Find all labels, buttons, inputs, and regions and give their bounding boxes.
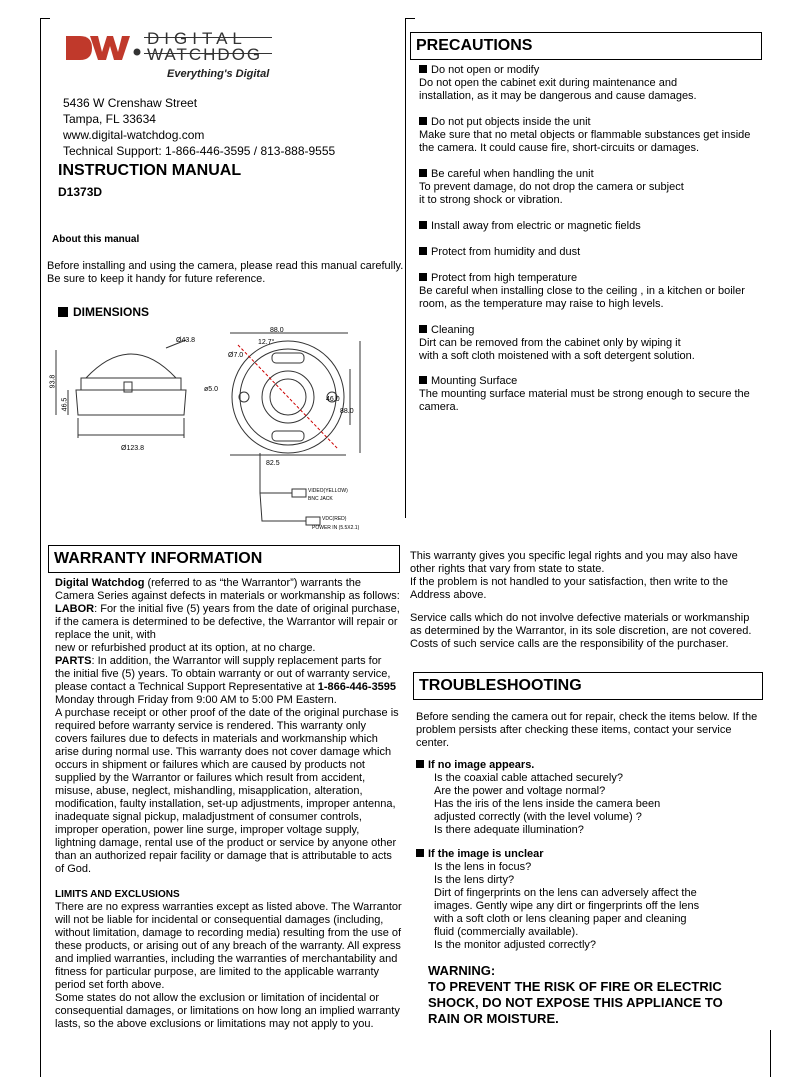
precautions-heading: PRECAUTIONS bbox=[410, 32, 762, 60]
square-bullet-icon bbox=[416, 849, 424, 857]
side-h2-label: 46.5 bbox=[61, 397, 69, 412]
trouble-line: Is there adequate illumination? bbox=[434, 824, 584, 836]
side-h1-label: 93.8 bbox=[49, 374, 57, 389]
warranty-rights-text: This warranty gives you specific legal rights and you may also have other rights that vary from state to state. If the problem is not handled to your satisfaction, then write to the Address above. bbox=[410, 550, 738, 601]
precaution-body: Make sure that no metal objects or flammable substances get inside the camera. It could cause fire, short-circuits or damages. bbox=[419, 129, 751, 154]
trouble-section-no-image bbox=[416, 759, 771, 837]
warranty-heading: WARRANTY INFORMATION bbox=[48, 545, 400, 573]
square-bullet-icon bbox=[419, 117, 427, 125]
top-center-tick bbox=[405, 18, 415, 19]
trouble-line: images. Gently wipe any dirt or fingerprints off the lens bbox=[434, 900, 700, 912]
side-base-label: Ø123.8 bbox=[121, 445, 144, 452]
top-b-label: 82.5 bbox=[266, 460, 280, 467]
about-heading: About this manual bbox=[52, 234, 140, 245]
video-label: VIDEO(YELLOW) bbox=[308, 488, 348, 494]
parts-text: : In addition, the Warrantor will supply replacement parts for the initial five (5) years. To obtain warranty or out of warranty service, please contact a Technical Support Representative at bbox=[55, 655, 391, 693]
parts-after: Monday through Friday from 9:00 AM to 5:00 PM Eastern. bbox=[55, 694, 337, 706]
bnc-label: BNC JACK bbox=[308, 496, 333, 502]
precaution-body: Dirt can be removed from the cabinet only by wiping it with a soft cloth moistened with a soft detergent solution. bbox=[419, 337, 695, 362]
address-support: Technical Support: 1-866-446-3595 / 813-888-9555 bbox=[63, 144, 336, 158]
precaution-title: Protect from high temperature bbox=[431, 272, 578, 284]
troubleshooting-intro: Before sending the camera out for repair, check the items below. If the problem persists after checking these items, contact your service center. bbox=[416, 711, 758, 749]
warning-text: TO PREVENT THE RISK OF FIRE OR ELECTRIC SHOCK, DO NOT EXPOSE THIS APPLIANCE TO RAIN OR MOISTURE. bbox=[428, 979, 723, 1026]
precaution-body: To prevent damage, do not drop the camera or subject it to strong shock or vibration. bbox=[419, 181, 684, 206]
manual-model: D1373D bbox=[58, 185, 103, 199]
manual-title: INSTRUCTION MANUAL bbox=[58, 162, 242, 179]
power-label: POWER IN (5.5X2.1) bbox=[312, 525, 360, 531]
vdc-label: VDC(RED) bbox=[322, 516, 347, 522]
trouble-line: fluid (commercially available). bbox=[434, 926, 579, 938]
precaution-body: Do not open the cabinet exit during maintenance and installation, as it may be dangerous and cause damages. bbox=[419, 77, 697, 102]
top-w-label: 88.0 bbox=[270, 327, 284, 334]
address-block bbox=[63, 95, 335, 159]
top-small-label: ø5.0 bbox=[204, 386, 219, 393]
precaution-item bbox=[419, 272, 764, 324]
precaution-body: Be careful when installing close to the ceiling , in a kitchen or boiler room, as the temperature may raise to high levels. bbox=[419, 285, 745, 310]
top-left-tick bbox=[40, 18, 50, 19]
trouble-section-title bbox=[416, 848, 771, 861]
logo-tagline: Everything's Digital bbox=[167, 68, 270, 80]
trouble-title-text: If the image is unclear bbox=[428, 848, 544, 860]
precaution-title: Mounting Surface bbox=[431, 375, 518, 387]
trouble-line: Is the monitor adjusted correctly? bbox=[434, 939, 597, 951]
labor-label: LABOR bbox=[55, 603, 95, 615]
precaution-title: Be careful when handling the unit bbox=[431, 168, 594, 180]
square-bullet-icon bbox=[419, 376, 427, 384]
precaution-item bbox=[419, 375, 764, 414]
top-r1-label: 46.0 bbox=[326, 396, 340, 403]
logo-name-line2: WATCHDOG bbox=[147, 45, 263, 64]
center-divider bbox=[405, 18, 406, 518]
trouble-line: Is the coaxial cable attached securely? bbox=[434, 772, 623, 784]
parts-label: PARTS bbox=[55, 655, 92, 667]
square-bullet-icon bbox=[419, 273, 427, 281]
square-bullet-icon bbox=[419, 221, 427, 229]
top-view-drawing bbox=[200, 325, 370, 535]
square-bullet-icon bbox=[419, 65, 427, 73]
warning-title: WARNING: bbox=[428, 963, 496, 978]
top-r2-label: 88.0 bbox=[340, 408, 354, 415]
logo bbox=[62, 30, 277, 82]
trouble-line: Are the power and voltage normal? bbox=[434, 785, 606, 797]
precaution-body: The mounting surface material must be strong enough to secure the camera. bbox=[419, 388, 750, 413]
trouble-section-title bbox=[416, 759, 771, 772]
warranty-body bbox=[55, 577, 403, 876]
parts-phone: 1-866-446-3595 bbox=[317, 681, 397, 693]
precaution-item bbox=[419, 168, 764, 220]
left-border bbox=[40, 18, 41, 1077]
side-dia-label: Ø43.8 bbox=[176, 337, 196, 344]
trouble-line: with a soft cloth or lens cleaning paper and cleaning bbox=[434, 913, 687, 925]
square-bullet-icon bbox=[419, 325, 427, 333]
about-text: Before installing and using the camera, please read this manual carefully. Be sure to keep it handy for future reference. bbox=[47, 260, 404, 285]
limits-text: There are no express warranties except as listed above. The Warrantor will not be liable for incidental or consequential damages (including, without limitation, damage to recording media) resulting from the use of these products, or arising out of any breach of the warranty. All express and implied warranties, including the warranties of merchantability and fitness for particular purpose, are limited to the applicable warranty period set forth above. Some states do not allow the exclusion or limitation of incidental or consequential damages, or limitations on how long an implied warranty lasts, so the above exclusions or limitations may not apply to you. bbox=[55, 901, 402, 1030]
precaution-title: Cleaning bbox=[431, 324, 475, 336]
trouble-section-unclear bbox=[416, 848, 771, 952]
dimensions-heading-text: DIMENSIONS bbox=[73, 305, 150, 319]
limits-heading: LIMITS AND EXCLUSIONS bbox=[55, 889, 180, 900]
top-hole-label: Ø7.0 bbox=[228, 352, 244, 359]
precaution-item bbox=[419, 246, 764, 272]
square-bullet-icon bbox=[419, 247, 427, 255]
address-street: 5436 W Crenshaw Street bbox=[63, 96, 198, 110]
service-calls-text: Service calls which do not involve defective materials or workmanship as determined by the Warrantor, in its sole discretion, are not covered. Costs of such service calls are the responsibility of the purchaser. bbox=[410, 612, 752, 650]
labor-text: : For the initial five (5) years from the date of original purchase, if the camera is determined to be defective, the Warrantor will repair or replace the unit, with new or refurbished product at its option, at no charge. bbox=[55, 603, 400, 654]
square-bullet-icon bbox=[58, 307, 68, 317]
precaution-title: Install away from electric or magnetic fields bbox=[431, 220, 641, 232]
address-web[interactable]: www.digital-watchdog.com bbox=[63, 128, 205, 142]
square-bullet-icon bbox=[419, 169, 427, 177]
precaution-title: Do not open or modify bbox=[431, 64, 540, 76]
address-city: Tampa, FL 33634 bbox=[63, 112, 156, 126]
precaution-item bbox=[419, 116, 764, 168]
trouble-line: Is the lens dirty? bbox=[434, 874, 515, 886]
trouble-title-text: If no image appears. bbox=[428, 759, 535, 771]
trouble-line: Is the lens in focus? bbox=[434, 861, 532, 873]
trouble-line: Dirt of fingerprints on the lens can adversely affect the bbox=[434, 887, 697, 899]
precaution-title: Do not put objects inside the unit bbox=[431, 116, 591, 128]
warranty-intro: (referred to as “the Warrantor”) warrants the Camera Series against defects in materials or workmanship as follows: bbox=[55, 577, 400, 602]
square-bullet-icon bbox=[416, 760, 424, 768]
precautions-list bbox=[419, 64, 764, 414]
side-view-drawing bbox=[46, 330, 196, 460]
trouble-line: adjusted correctly (with the level volume) ? bbox=[434, 811, 642, 823]
precaution-item bbox=[419, 64, 764, 116]
trouble-line: Has the iris of the lens inside the camera been bbox=[434, 798, 661, 810]
top-angle-label: 12.7° bbox=[258, 339, 275, 346]
precaution-title: Protect from humidity and dust bbox=[431, 246, 581, 258]
precaution-item bbox=[419, 220, 764, 246]
troubleshooting-heading: TROUBLESHOOTING bbox=[413, 672, 763, 700]
warranty-company: Digital Watchdog bbox=[55, 577, 145, 589]
warranty-receipt-text: A purchase receipt or other proof of the date of the original purchase is required before warranty service is rendered. This warranty only covers failures due to defects in materials and workmanship which arise during normal use. This warranty does not cover damage which occurs in shipment or failures which are caused by products not supplied by the Warrantor or failures which result from accident, misuse, abuse, neglect, mishandling, misapplication, alteration, modification, faulty installation, set-up adjustments, improper antenna, inadequate signal pickup, maladjustment of consumer controls, improper operation, power line surge, improper voltage supply, lightning damage, rental use of the product or service by anyone other than an authorized repair facility or damage that is attributable to acts of God. bbox=[55, 707, 399, 875]
dimensions-heading bbox=[58, 306, 149, 319]
logo-name-line1: DIGITAL bbox=[147, 29, 247, 48]
precaution-item bbox=[419, 324, 764, 375]
right-border-bottom bbox=[770, 1030, 771, 1077]
